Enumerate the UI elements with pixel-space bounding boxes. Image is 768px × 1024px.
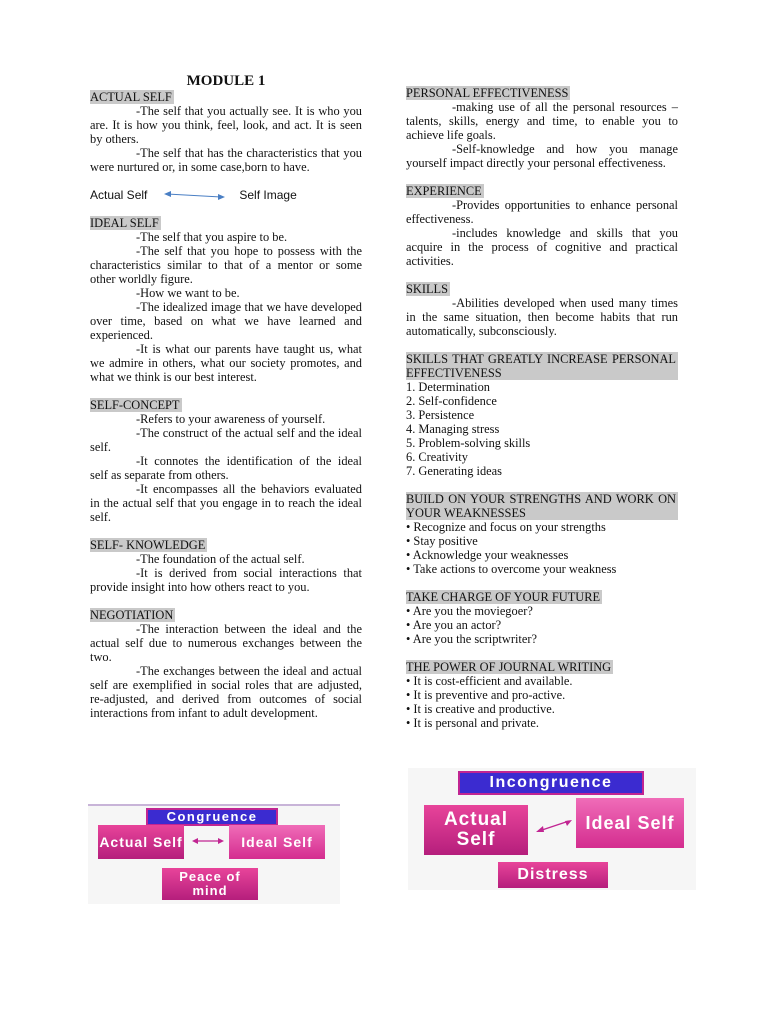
list-item: • Acknowledge your weaknesses — [406, 548, 569, 562]
heading-ideal-self: IDEAL SELF — [90, 216, 159, 230]
heading-journal: THE POWER OF JOURNAL WRITING — [406, 660, 612, 674]
congruence-diagram — [88, 804, 340, 904]
heading-experience: EXPERIENCE — [406, 184, 482, 198]
self-concept-p1: -Refers to your awareness of yourself. — [136, 412, 326, 426]
heading-self-knowledge: SELF- KNOWLEDGE — [90, 538, 206, 552]
skills-list — [406, 380, 678, 478]
incongruence-title: Incongruence — [458, 771, 644, 795]
double-arrow-icon — [536, 818, 572, 834]
list-item: • Are you the scriptwriter? — [406, 632, 537, 646]
congruence-title: Congruence — [146, 808, 278, 826]
list-item: • Stay positive — [406, 534, 478, 548]
heading-skills-increase: SKILLS THAT GREATLY INCREASE PERSONAL EFFECTIVENESS — [406, 352, 676, 380]
heading-skills: SKILLS — [406, 282, 448, 296]
self-knowledge-p2: -It is derived from social interactions that provide insight into how others react to you. — [90, 566, 362, 594]
self-concept-p3: -It connotes the identification of the ideal self as separate from others. — [90, 454, 362, 482]
self-concept-p2: -The construct of the actual self and the ideal self. — [90, 426, 362, 454]
list-item: 5. Problem-solving skills — [406, 436, 531, 450]
list-item: • It is creative and productive. — [406, 702, 555, 716]
ideal-self-p3: -How we want to be. — [136, 286, 240, 300]
journal-list — [406, 674, 678, 730]
self-knowledge-p1: -The foundation of the actual self. — [136, 552, 305, 566]
heading-negotiation: NEGOTIATION — [90, 608, 174, 622]
self-concept-p4: -It encompasses all the behaviors evaluated in the actual self that you engage in to reach the ideal self. — [90, 482, 362, 524]
list-item: 3. Persistence — [406, 408, 475, 422]
skills-p1: -Abilities developed when used many times in the same situation, then become habits that run automatically, subconsciously. — [406, 296, 678, 338]
page-title: MODULE 1 — [186, 73, 266, 89]
right-column — [406, 86, 678, 730]
list-item: 6. Creativity — [406, 450, 468, 464]
congruence-ideal-self-box: Ideal Self — [229, 825, 325, 859]
heading-strengths: BUILD ON YOUR STRENGTHS AND WORK ON YOUR WEAKNESSES — [406, 492, 676, 520]
congruence-result-box: Peace of mind — [162, 868, 258, 900]
negotiation-p2: -The exchanges between the ideal and actual self are exemplified in social roles that are adjusted, re-adjusted, and derived from outcomes of social interactions from infant to adult development. — [90, 664, 362, 720]
congruence-actual-self-box: Actual Self — [98, 825, 184, 859]
ideal-self-p2: -The self that you hope to possess with the characteristics similar to that of a mentor or some other worldly figure. — [90, 244, 362, 286]
ideal-self-p5: -It is what our parents have taught us, what we admire in others, what our society promotes, and what we think is our best interest. — [90, 342, 362, 384]
actual-self-image-relation — [90, 188, 362, 202]
personal-effectiveness-p1: -making use of all the personal resources – talents, skills, energy and time, to enable you to achieve life goals. — [406, 100, 678, 142]
heading-self-concept: SELF-CONCEPT — [90, 398, 180, 412]
list-item: • Take actions to overcome your weakness — [406, 562, 617, 576]
list-item: • Are you an actor? — [406, 618, 502, 632]
heading-actual-self: ACTUAL SELF — [90, 90, 172, 104]
arrow-label-self-image: Self Image — [239, 188, 297, 202]
strengths-list — [406, 520, 678, 576]
ideal-self-p1: -The self that you aspire to be. — [136, 230, 288, 244]
arrow-label-actual-self: Actual Self — [90, 188, 148, 202]
ideal-self-p4: -The idealized image that we have developed over time, based on what we have learned and experienced. — [90, 300, 362, 342]
incongruence-actual-self-box: Actual Self — [424, 805, 528, 855]
incongruence-ideal-self-box: Ideal Self — [576, 798, 684, 848]
experience-p1: -Provides opportunities to enhance personal effectiveness. — [406, 198, 678, 226]
future-list — [406, 604, 678, 646]
list-item: 2. Self-confidence — [406, 394, 497, 408]
experience-p2: -includes knowledge and skills that you acquire in the process of cognitive and practical activities. — [406, 226, 678, 268]
actual-self-p1: -The self that you actually see. It is who you are. It is how you think, feel, look, and act. It is seen by others. — [90, 104, 362, 146]
personal-effectiveness-p2: -Self-knowledge and how you manage yourself impact directly your personal effectiveness. — [406, 142, 678, 170]
list-item: • Are you the moviegoer? — [406, 604, 533, 618]
heading-future: TAKE CHARGE OF YOUR FUTURE — [406, 590, 601, 604]
left-column — [90, 70, 362, 720]
incongruence-result-box: Distress — [498, 862, 608, 888]
list-item: 4. Managing stress — [406, 422, 500, 436]
double-arrow-icon — [163, 189, 227, 201]
list-item: 1. Determination — [406, 380, 490, 394]
incongruence-diagram — [408, 768, 696, 890]
list-item: • It is personal and private. — [406, 716, 540, 730]
list-item: • It is cost-efficient and available. — [406, 674, 573, 688]
actual-self-p2: -The self that has the characteristics that you were nurtured or, in some case,born to have. — [90, 146, 362, 174]
list-item: • It is preventive and pro-active. — [406, 688, 566, 702]
list-item: 7. Generating ideas — [406, 464, 502, 478]
list-item: • Recognize and focus on your strengths — [406, 520, 606, 534]
heading-personal-effectiveness: PERSONAL EFFECTIVENESS — [406, 86, 569, 100]
negotiation-p1: -The interaction between the ideal and the actual self due to numerous exchanges between the two. — [90, 622, 362, 664]
double-arrow-icon — [192, 836, 224, 846]
